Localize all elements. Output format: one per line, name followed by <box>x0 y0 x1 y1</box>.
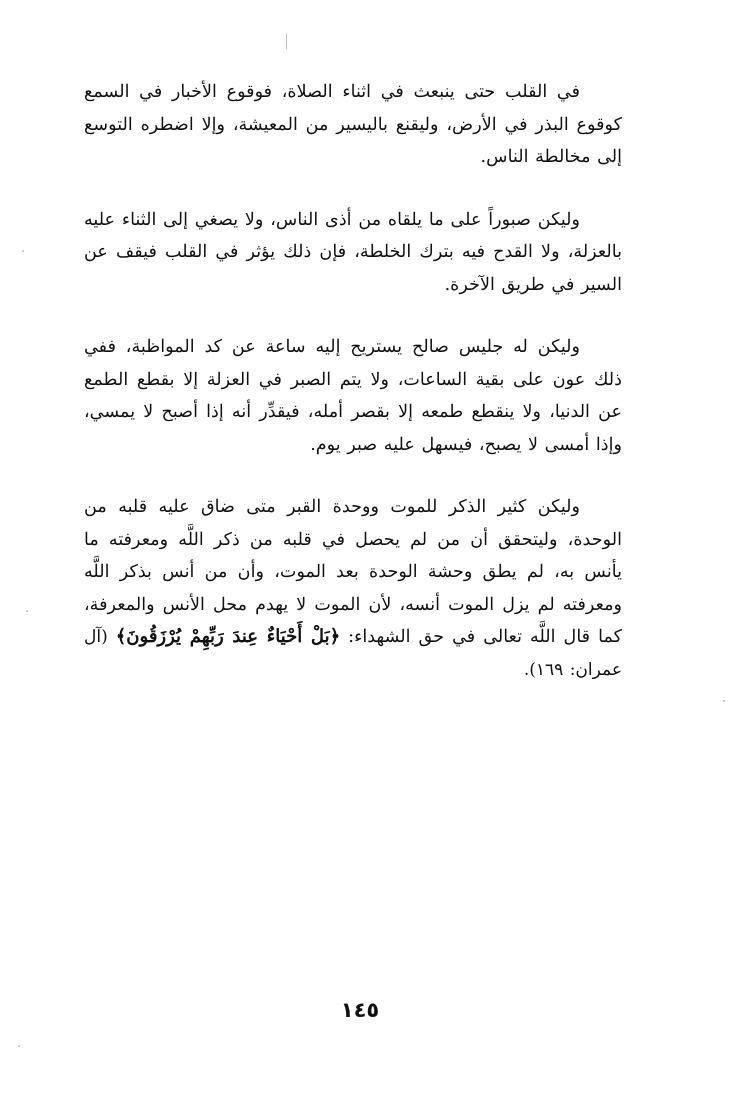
top-crop-mark <box>286 34 287 49</box>
main-text <box>84 76 622 716</box>
paragraph-1: في القلب حتى ينبعث في اثناء الصلاة، فوقوع الأخبار في السمع كوقوع البذر في الأرض، وليقنع باليسير من المعيشة، وإلا اضطره التوسع إلى مخالطة الناس. <box>84 82 622 167</box>
paragraph-4 <box>84 491 622 686</box>
page-number: ١٤٥ <box>340 998 380 1022</box>
quran-verse: ﴿بَلْ أَحْيَاءٌ عِندَ رَبِّهِمْ يُرْزَقُونَ﴾ <box>115 626 341 647</box>
scan-speck <box>22 250 24 252</box>
scan-speck <box>26 610 28 612</box>
paragraph-2: وليكن صبوراً على ما يلقاه من أذى الناس، ولا يصغي إلى الثناء عليه بالعزلة، ولا القدح فيه بترك الخلطة، فإن ذلك يؤثر في القلب فيقف عن السير في طريق الآخرة. <box>84 209 622 295</box>
scan-speck <box>723 700 725 702</box>
paragraph-3: وليكن له جليس صالح يستريح إليه ساعة عن كد المواظبة، ففي ذلك عون على بقية الساعات، ولا يتم الصبر في العزلة إلا بقطع الطمع عن الدنيا، ولا ينقطع طمعه إلا بقصر أمله، فيقدِّر أنه إذا أصبح لا يمسي، وإذا أمسى لا يصبح، فيسهل عليه صبر يوم. <box>84 337 622 455</box>
quran-reference: (آل عمران: ١٦٩). <box>84 627 622 680</box>
paragraph-4-text: وليكن كثير الذكر للموت ووحدة القبر متى ضاق عليه قلبه من الوحدة، وليتحقق أن من لم يحصل في قلبه من ذكر اللَّه ومعرفته ما يأنس به، لم يطق وحشة الوحدة بعد الموت، وأن من أنس بذكر اللَّه ومعرفته لم يزل الموت أنسه، لأن الموت لا يهدم محل الأنس والمعرفة، كما قال اللَّه تعالى في حق الشهداء: <box>84 497 623 647</box>
scan-speck <box>18 1045 20 1047</box>
